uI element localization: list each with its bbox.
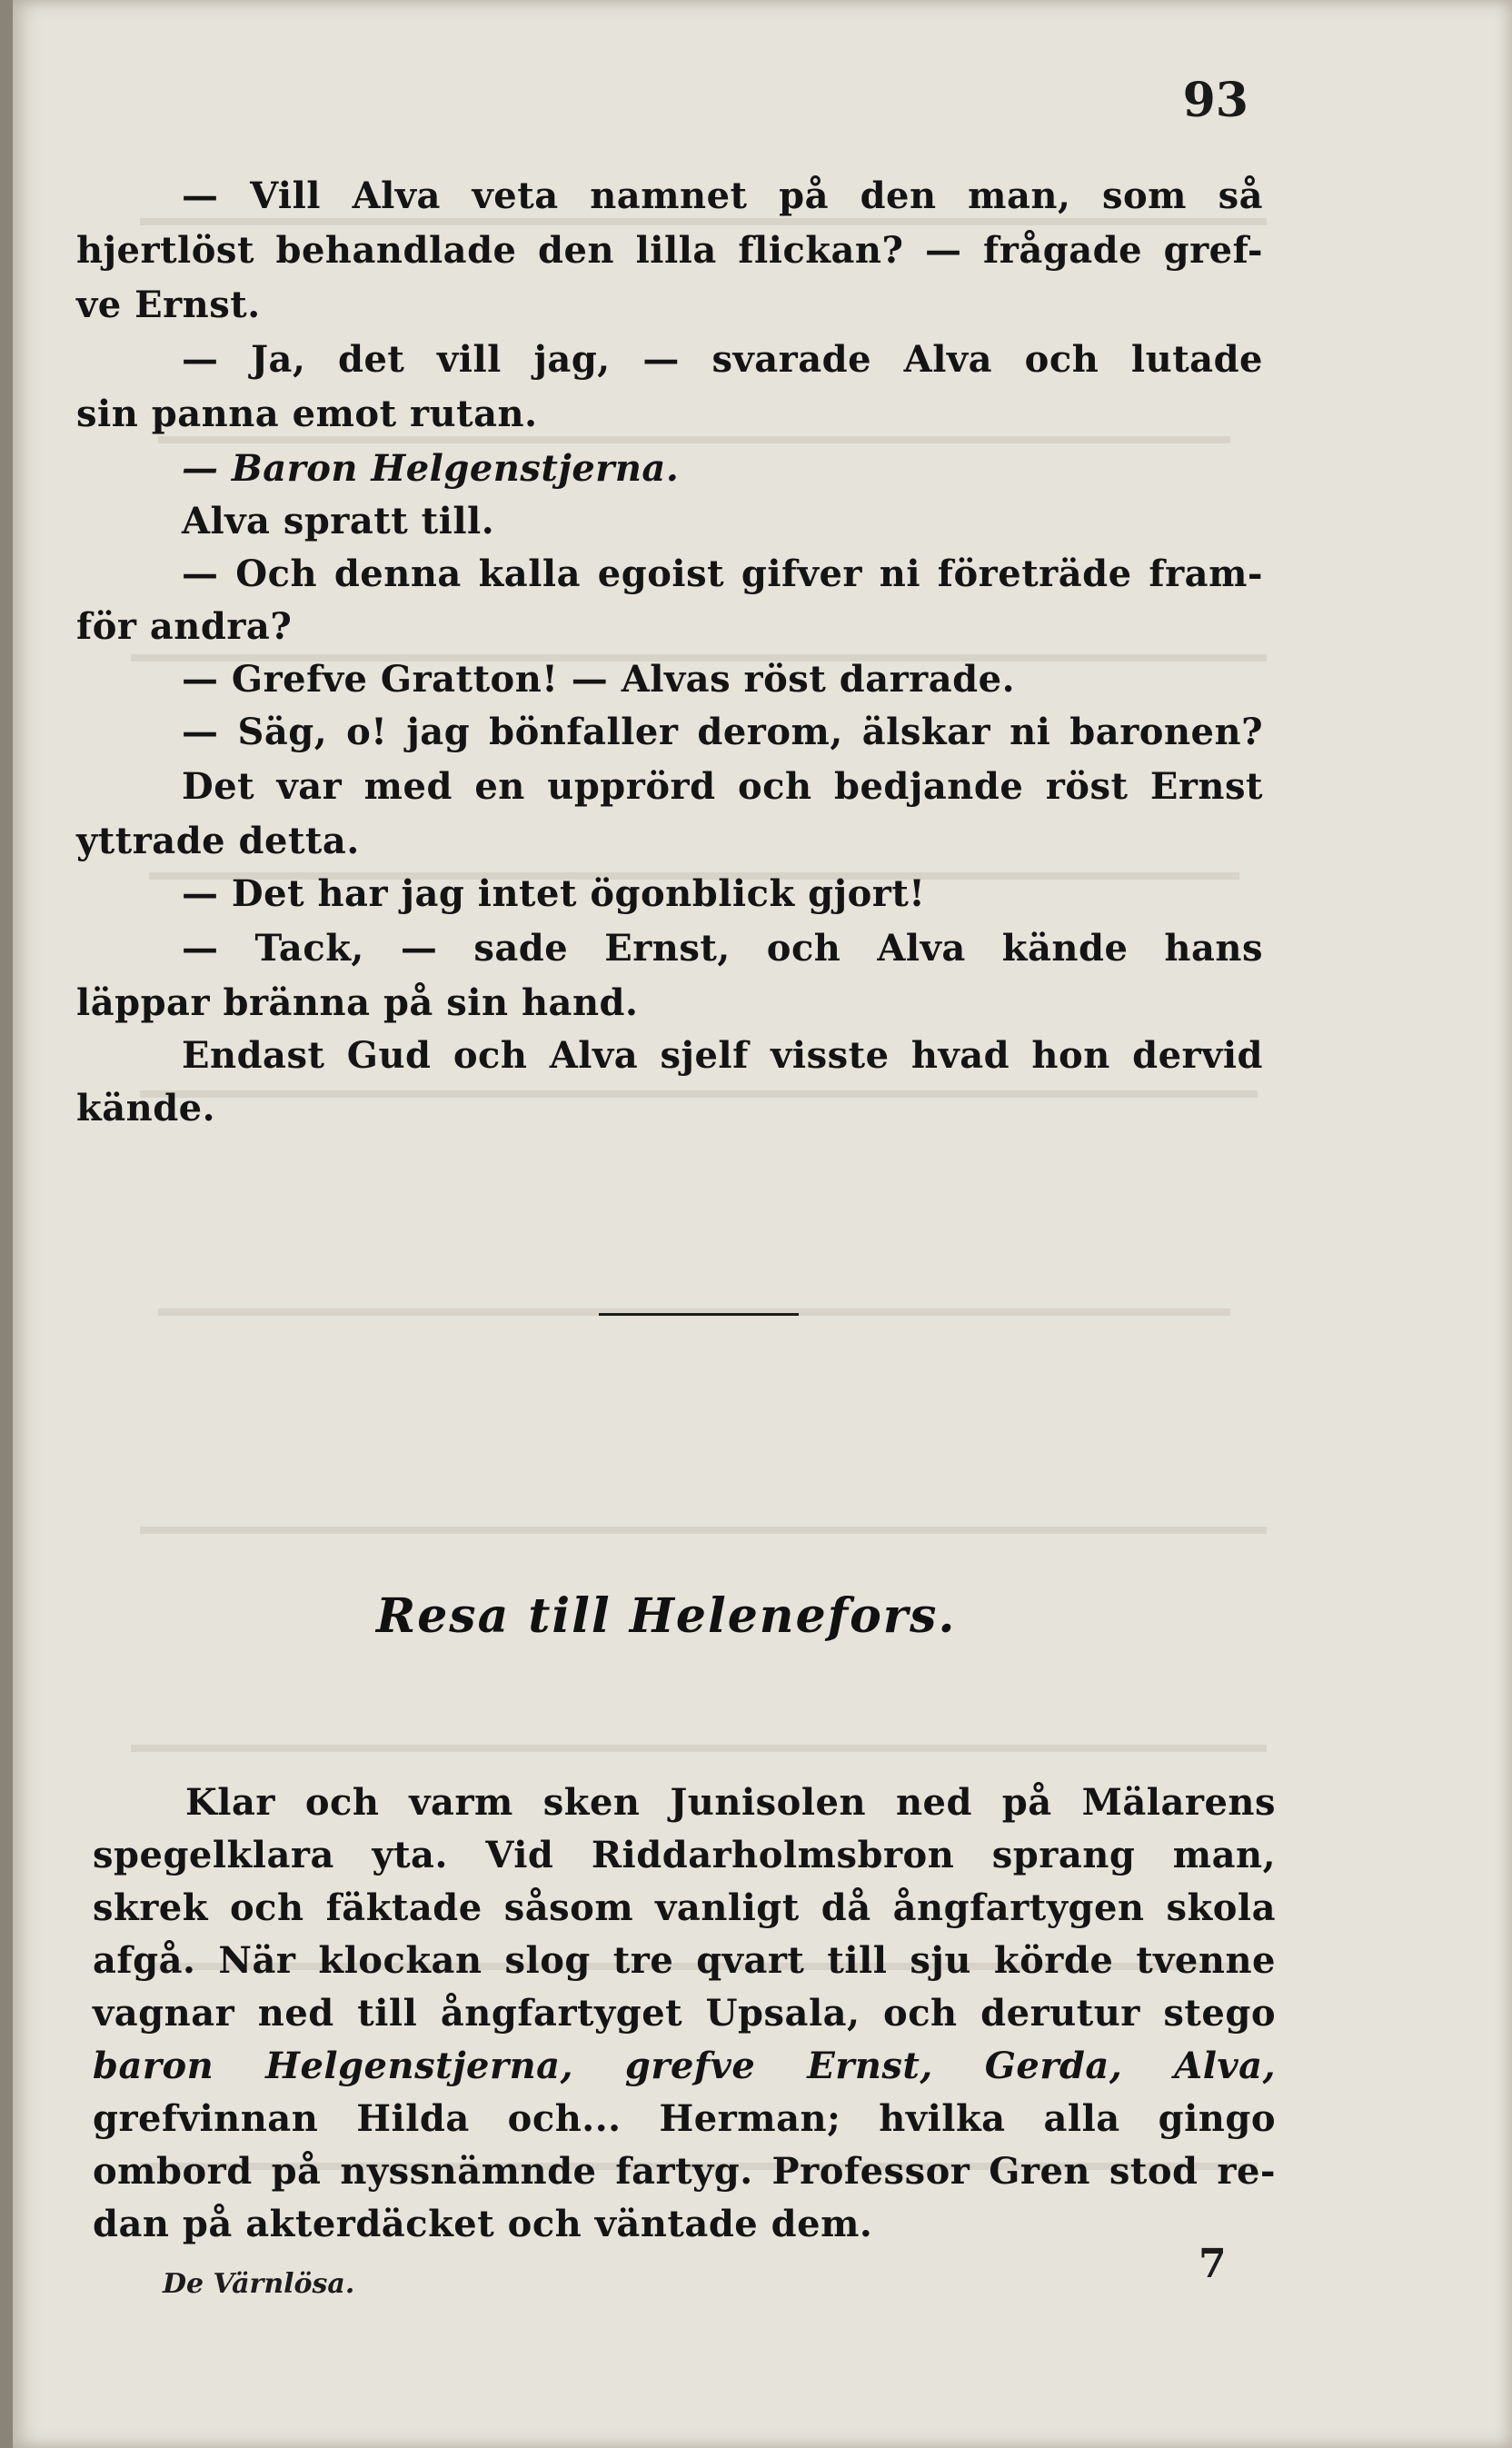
- text-line: — Tack, — sade Ernst, och Alva kände hans: [182, 927, 1263, 970]
- signature-mark: De Värnlösa.: [163, 2268, 355, 2300]
- text-line: ve Ernst.: [76, 284, 261, 326]
- text-line: vagnar ned till ångfartyget Upsala, och derutur stego: [93, 1992, 1276, 2035]
- text-line: — Ja, det vill jag, — svarade Alva och lutade: [182, 338, 1263, 381]
- text-line: yttrade detta.: [76, 820, 360, 862]
- text-line: sin panna emot rutan.: [76, 393, 538, 435]
- section-divider: [599, 1313, 799, 1316]
- book-gutter: [0, 0, 13, 2448]
- page-number: 93: [1182, 73, 1248, 128]
- text-line: ombord på nyssnämnde fartyg. Professor Gren stod re-: [93, 2150, 1276, 2193]
- text-line: — Och denna kalla egoist gifver ni företräde fram-: [182, 552, 1263, 595]
- text-line: grefvinnan Hilda och... Herman; hvilka alla gingo: [93, 2097, 1276, 2140]
- text-line: hjertlöst behandlade den lilla flickan? — frågade gref-: [76, 229, 1263, 272]
- text-line: för andra?: [76, 605, 293, 648]
- text-line: — Baron Helgenstjerna.: [182, 447, 680, 490]
- text-line: baron Helgenstjerna, grefve Ernst, Gerda, Alva,: [93, 2045, 1276, 2087]
- text-line: Endast Gud och Alva sjelf visste hvad hon dervid: [182, 1034, 1263, 1077]
- text-line: Klar och varm sken Junisolen ned på Mälarens: [185, 1781, 1276, 1824]
- text-line: Alva spratt till.: [182, 500, 495, 542]
- book-page: [13, 0, 1512, 2448]
- text-line: — Det har jag intet ögonblick gjort!: [182, 872, 926, 915]
- text-line: Det var med en upprörd och bedjande röst Ernst: [182, 765, 1263, 808]
- text-line: — Säg, o! jag bönfaller derom, älskar ni baronen?: [182, 711, 1263, 753]
- text-line: dan på akterdäcket och väntade dem.: [93, 2203, 873, 2245]
- text-line: — Vill Alva veta namnet på den man, som så: [182, 174, 1263, 217]
- text-line: kände.: [76, 1087, 216, 1129]
- text-line: läppar bränna på sin hand.: [76, 981, 639, 1024]
- signature-number: 7: [1199, 2241, 1227, 2287]
- text-line: spegelklara yta. Vid Riddarholmsbron sprang man,: [93, 1834, 1276, 1876]
- text-line: afgå. När klockan slog tre qvart till sju körde tvenne: [93, 1939, 1276, 1982]
- text-line: — Grefve Gratton! — Alvas röst darrade.: [182, 658, 1016, 701]
- text-line: skrek och fäktade såsom vanligt då ångfartygen skola: [93, 1886, 1276, 1929]
- chapter-heading: Resa till Helenefors.: [376, 1588, 957, 1644]
